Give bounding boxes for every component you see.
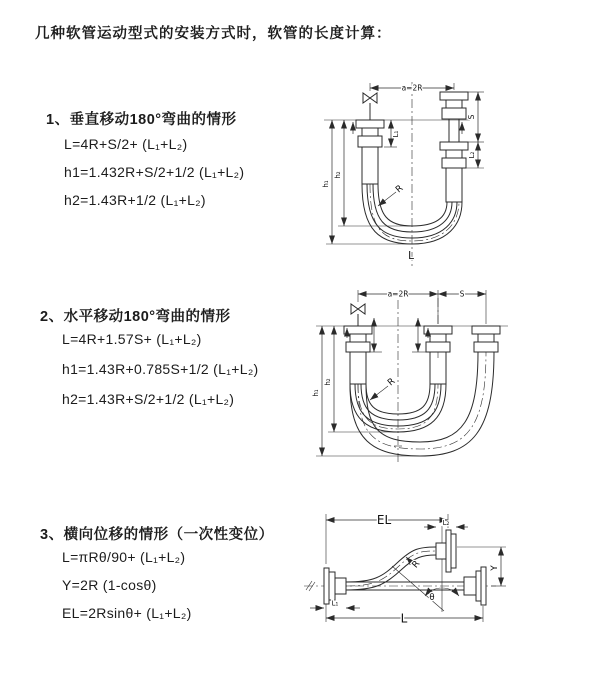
formula-line: h2=1.43R+1/2 (L₁+L₂)	[64, 192, 206, 208]
dim-label-r: R	[410, 559, 423, 571]
right-flange-lower	[440, 142, 468, 168]
dimension-a2r	[370, 83, 454, 93]
dim-label-y: Y	[490, 565, 500, 571]
valve-icon	[351, 290, 365, 326]
radius-callout	[370, 377, 397, 400]
page-title: 几种软管运动型式的安装方式时，软管的长度计算：	[35, 26, 392, 42]
dimension-l1	[310, 600, 360, 609]
section-1-formulas	[64, 136, 244, 220]
braided-hose-section	[362, 147, 378, 184]
dimension-s	[467, 92, 484, 142]
upper-right-flange	[436, 530, 456, 572]
dim-label-h2: h₂	[324, 378, 332, 386]
section-2-formulas	[62, 331, 259, 421]
dim-label-h1: h₁	[312, 389, 320, 397]
braided-hose-section	[350, 352, 366, 384]
dimension-a2r	[358, 290, 438, 299]
dim-label-a2r: a=2R	[387, 289, 409, 299]
dim-label-h1: h₁	[322, 180, 330, 188]
diagram-vertical-180-bend	[312, 76, 497, 271]
hose-s-curve	[346, 547, 436, 590]
radius-callout	[378, 184, 405, 206]
left-flange	[356, 120, 384, 147]
formula-line: h1=1.432R+S/2+1/2 (L₁+L₂)	[64, 164, 245, 180]
dim-label-s: S	[467, 114, 476, 120]
right-flange-upper	[440, 92, 468, 119]
dimension-s	[438, 290, 486, 299]
section-2-heading: 2、水平移动180°弯曲的情形	[40, 309, 231, 325]
diagram-lateral-displacement	[296, 500, 511, 665]
dim-label-h2: h₂	[334, 171, 342, 179]
dim-label-l: L	[408, 250, 414, 262]
diagram-horizontal-180-bend	[308, 280, 518, 470]
formula-line: EL=2Rsinθ+ (L₁+L₂)	[62, 605, 192, 621]
dimension-l1	[384, 120, 400, 147]
hose-u-moved	[350, 352, 494, 456]
dim-label-r: R	[386, 376, 398, 389]
dimension-l	[326, 604, 483, 626]
dim-label-l: L	[400, 611, 408, 626]
angle-label-theta: θ	[429, 593, 435, 603]
valve-icon	[363, 93, 377, 120]
dim-label-a2r: a=2R	[401, 83, 423, 93]
section-3-formulas	[62, 549, 192, 633]
dim-label-l2: L₂	[468, 151, 476, 159]
dimension-el	[326, 513, 448, 564]
formula-line: h1=1.43R+0.785S+1/2 (L₁+L₂)	[62, 361, 259, 377]
dim-label-el: EL	[376, 513, 392, 527]
formula-line: L=4R+S/2+ (L₁+L₂)	[64, 136, 188, 152]
dim-label-l2: L₂	[442, 519, 450, 527]
formula-line: h2=1.43R+S/2+1/2 (L₁+L₂)	[62, 391, 235, 407]
left-flange	[344, 326, 372, 352]
connector-dim	[412, 318, 426, 352]
right-flange-moved	[472, 326, 500, 352]
dim-label-l1: L₁	[392, 130, 400, 138]
formula-line: Y=2R (1-cosθ)	[62, 577, 157, 593]
formula-line: L=πRθ/90+ (L₁+L₂)	[62, 549, 186, 565]
dim-label-r: R	[394, 183, 406, 196]
section-1-heading: 1、垂直移动180°弯曲的情形	[46, 112, 237, 128]
formula-line: L=4R+1.57S+ (L₁+L₂)	[62, 331, 202, 347]
section-3-heading: 3、横向位移的情形（一次性变位）	[40, 527, 274, 543]
dim-label-l1: L₁	[331, 599, 339, 608]
dim-label-s: S	[459, 289, 465, 299]
braided-hose-section	[446, 168, 462, 202]
